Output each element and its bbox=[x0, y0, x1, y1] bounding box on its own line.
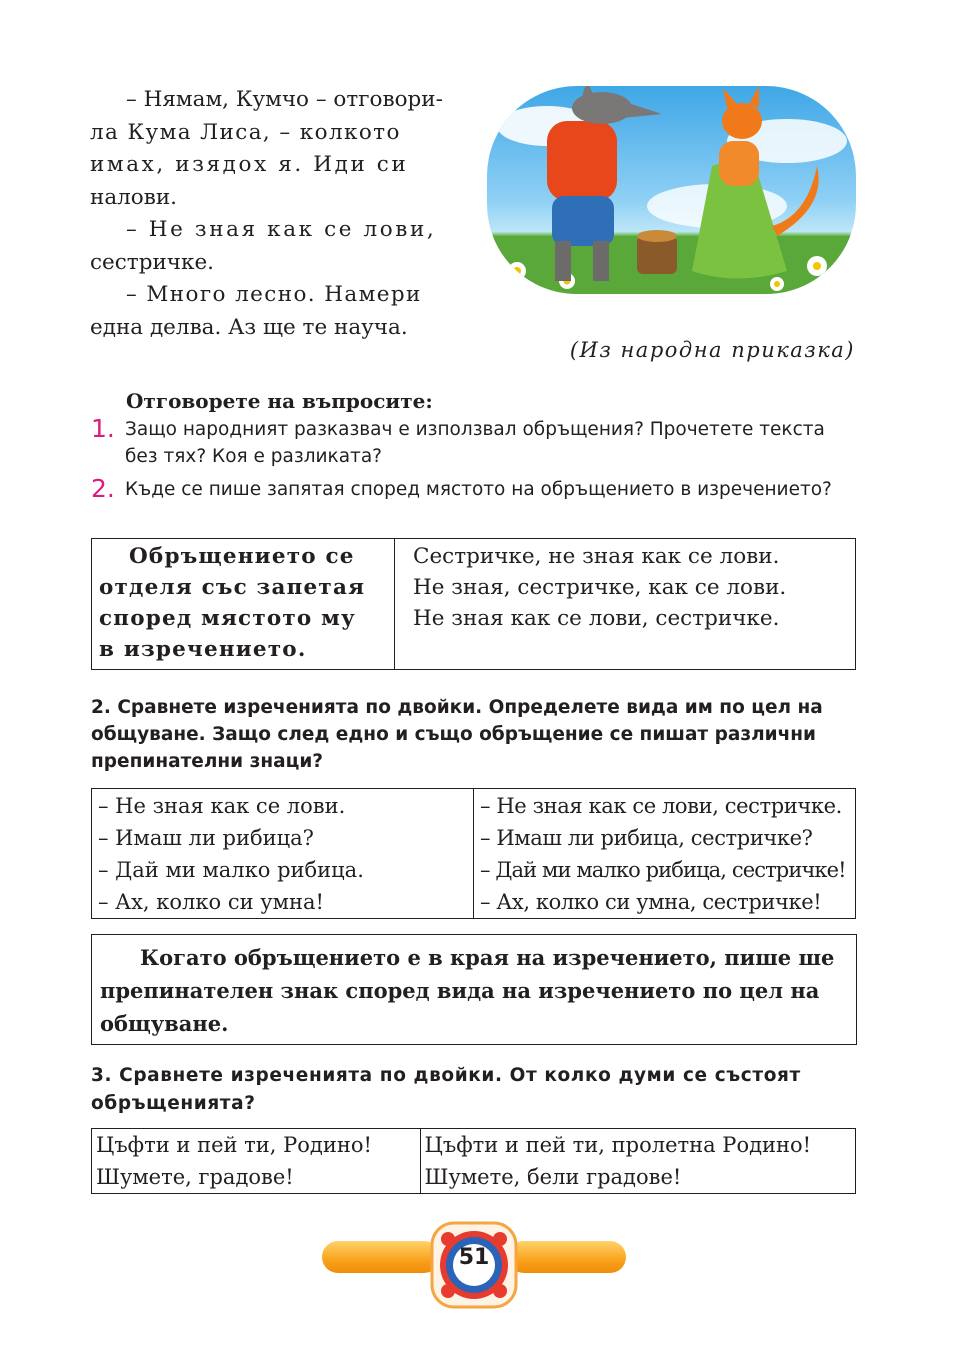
story-line: – Нямам, Кумчо – отговори- bbox=[126, 87, 443, 112]
footer-bar-left bbox=[322, 1241, 440, 1273]
example-sentence: Не зная как се лови, сестричке. bbox=[413, 606, 780, 631]
story-line: – Не зная как се лови, bbox=[126, 217, 437, 242]
task-3-heading bbox=[91, 1062, 858, 1118]
sentence: – Имаш ли рибица, сестричке? bbox=[480, 826, 813, 850]
story-line: една делва. Аз ще те науча. bbox=[90, 314, 408, 340]
heading-line: общуване. Защо след едно и също обръщение се пишат различни bbox=[91, 724, 817, 745]
rule-line: Когато обръщението е в края на изречението, пише ше bbox=[140, 945, 835, 970]
rule-box bbox=[91, 934, 857, 1045]
story-line: имах, изядох я. Иди си bbox=[90, 152, 409, 177]
story-line: ла Кума Лиса, – колкото bbox=[90, 119, 401, 145]
sentence: Шумете, градове! bbox=[96, 1165, 294, 1189]
questions-heading: Отговорете на въпросите: bbox=[126, 389, 433, 413]
question-number: 1. bbox=[91, 414, 115, 443]
question-text: Къде се пише запятая според мястото на обръщението в изречението? bbox=[125, 479, 832, 500]
story-text bbox=[90, 84, 466, 344]
example-sentence: Не зная, сестричке, как се лови. bbox=[413, 575, 787, 600]
sentence: – Дай ми малко рибица. bbox=[98, 858, 364, 882]
rule-line: според мястото му bbox=[99, 606, 356, 631]
heading-line: обръщенията? bbox=[91, 1093, 256, 1114]
illustration-drawing bbox=[487, 86, 856, 294]
story-line: сестричке. bbox=[90, 249, 215, 275]
heading-line: 3. Сравнете изреченията по двойки. От колко думи се състоят bbox=[91, 1065, 801, 1086]
story-line: – Много лесно. Намери bbox=[126, 282, 422, 307]
rule-line: Обръщението се bbox=[129, 544, 355, 569]
sentence: – Ах, колко си умна! bbox=[98, 890, 324, 914]
rule-cell bbox=[92, 539, 395, 670]
examples-cell bbox=[395, 539, 856, 670]
rule-table bbox=[91, 538, 856, 670]
left-column bbox=[92, 1129, 421, 1194]
question-text: без тях? Коя е разликата? bbox=[125, 446, 382, 467]
page-number: 51 bbox=[458, 1245, 490, 1270]
story-source: (Из народна приказка) bbox=[569, 338, 855, 362]
sentence: Шумете, бели градове! bbox=[424, 1165, 682, 1189]
question-1 bbox=[91, 415, 861, 470]
sentence: – Не зная как се лови. bbox=[98, 794, 346, 818]
task-2-heading bbox=[91, 694, 858, 775]
sentence: Цъфти и пей ти, Родино! bbox=[96, 1133, 372, 1157]
rule-line: общуване. bbox=[100, 1011, 229, 1036]
task-2-table bbox=[91, 788, 856, 919]
sentence: – Не зная как се лови, сестричке. bbox=[480, 794, 842, 818]
question-2 bbox=[91, 475, 861, 503]
left-column bbox=[92, 789, 474, 919]
heading-line: препинателни знаци? bbox=[91, 751, 324, 772]
sentence: Цъфти и пей ти, пролетна Родино! bbox=[424, 1133, 812, 1157]
heading-line: 2. Сравнете изреченията по двойки. Определете вида им по цел на bbox=[91, 697, 823, 718]
task-3-table bbox=[91, 1128, 856, 1194]
right-column bbox=[420, 1129, 855, 1194]
fox-and-wolf-illustration bbox=[487, 86, 856, 294]
sentence: – Имаш ли рибица? bbox=[98, 826, 314, 850]
question-text: Защо народният разказвач е използвал обръщения? Прочетете текста bbox=[125, 419, 825, 440]
example-sentence: Сестричке, не зная как се лови. bbox=[413, 544, 780, 569]
sentence: – Ах, колко си умна, сестричке! bbox=[480, 890, 822, 914]
rule-line: отделя със запетая bbox=[99, 575, 366, 600]
question-number: 2. bbox=[91, 474, 115, 503]
footer-bar-right bbox=[508, 1241, 626, 1273]
rule-line: препинателен знак според вида на изречението по цел на bbox=[100, 978, 820, 1003]
right-column bbox=[474, 789, 856, 919]
story-line: налови. bbox=[90, 184, 178, 210]
rule-line: в изречението. bbox=[99, 637, 307, 662]
sentence: – Дай ми малко рибица, сестричке! bbox=[480, 858, 846, 882]
